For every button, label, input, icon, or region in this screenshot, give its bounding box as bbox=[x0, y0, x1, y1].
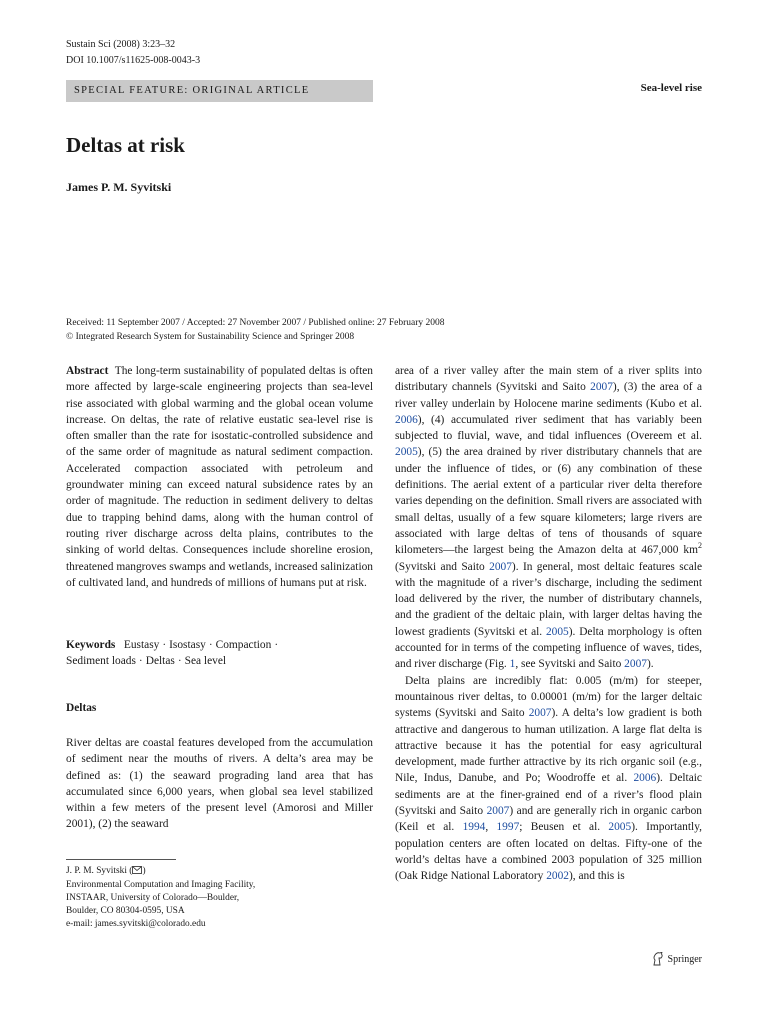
figure-link[interactable]: 1 bbox=[509, 658, 516, 671]
article-type-banner: SPECIAL FEATURE: ORIGINAL ARTICLE bbox=[66, 80, 373, 102]
footnote-affiliation: Environmental Computation and Imaging Facility, bbox=[66, 880, 256, 890]
citation-link[interactable]: 2005 bbox=[608, 821, 632, 834]
footnote-email[interactable]: e-mail: james.syvitski@colorado.edu bbox=[66, 919, 206, 929]
journal-citation: Sustain Sci (2008) 3:23–32 bbox=[66, 39, 176, 50]
keywords-label: Keywords bbox=[66, 639, 116, 651]
citation-link[interactable]: 2007 bbox=[489, 560, 512, 573]
keyword: Sea level bbox=[184, 655, 227, 668]
topic-label: Sea-level rise bbox=[640, 82, 702, 94]
author-footnote bbox=[66, 865, 373, 931]
publisher-name: Springer bbox=[667, 953, 702, 965]
citation-link[interactable]: 2005 bbox=[395, 446, 418, 459]
citation-link[interactable]: 2007 bbox=[624, 658, 647, 671]
citation-link[interactable]: 1994 bbox=[462, 821, 486, 834]
publisher-logo bbox=[652, 952, 702, 966]
body-paragraph: area of a river valley after the main stem of a river splits into distributary channels (Syvitski and Saito 2007), (3) the area of a river valley underlain by Holocene marine sediments (Kubo et al. 2006), (4) accumulated river sediment that has variably been subjected to fluvial, wave, and tidal influences (Overeem et al. 2005), (5) the area drained by river distributary channels that are under the influence of tides, or (6) any combination of these definitions. The aerial extent of a particular river delta therefore varies depending on the definition. Small rivers are associated with small deltas, usually of a few square kilometers; large rivers are associated with large deltas of tens of thousands of square kilometers—the largest being the Amazon delta at 467,000 $km^2$ (Syvitski and Saito 2007). In general, most deltaic features scale with the magnitude of a river’s discharge, including the sediment load delivered by the river, the number of distributary channels, and the gradient of the deltaic plain, with larger deltas having the lowest gradients (Syvitski et al. 2005). Delta morphology is often accounted for in terms of the competing influence of waves, tides, and river discharge (Fig. 1, see Syvitski and Saito 2007). bbox=[395, 365, 702, 671]
body-paragraph: Delta plains are incredibly flat: 0.005 (m/m) for steeper, mountainous river deltas, to 0.00001 (m/m) for the larger deltaic systems (Syvitski and Saito 2007). A delta’s low gradient is both attractive and dangerous to human utilization. A large flat delta is attractive because it has the potential for easy agricultural development, made further attractive by its rich organic soil (e.g., Nile, Indus, Danube, and Po; Woodroffe et al. 2006). Deltaic sediments are at the finer-grained end of a river’s flood plain (Syvitski and Saito 2007) and are generally rich in organic carbon (Keil et al. 1994, 1997; Beusen et al. 2005). Importantly, population centers are often located on deltas. Fifty-one of the world’s deltas have a combined 2003 population of 325 million (Oak Ridge National Laboratory 2002), and this is bbox=[395, 674, 703, 883]
publication-dates bbox=[66, 316, 706, 344]
body-left-paragraph: River deltas are coastal features developed from the accumulation of sediment near the mouths of rivers. A delta’s area may be defined as: (1) the seaward prograding land area that has accumulated since 6,000 years, when global sea level stabilized within a few meters of the present level (Amorosi and Miller 2001), (2) the seaward bbox=[66, 737, 373, 831]
keyword: Isostasy bbox=[169, 639, 206, 651]
author-name: James P. M. Syvitski bbox=[66, 180, 172, 194]
citation-link[interactable]: 2006 bbox=[395, 413, 418, 426]
abstract-text: The long-term sustainability of populated deltas is often more affected by large-scale engineering projects than sea-level rise associated with global warming and the global ocean volume increase. On deltas, the rate of relative eustatic sea-level rise is often smaller than the rate for isostatic-controlled subsidence and of the same order of magnitude as natural sediment compaction. Accelerated compaction associated with petroleum and groundwater mining can exceed natural subsidence rates by an order of magnitude. The reduction in sediment delivery to deltas due to trapping behind dams, along with the human control of routing river discharge across delta plains, contributes to the sinking of world deltas. Consequences include shoreline erosion, threatened mangroves swamps and wetlands, increased salinization of cultivated land, and hundreds of millions of humans put at risk. bbox=[66, 365, 373, 589]
section-heading: Deltas bbox=[66, 702, 97, 714]
footnote-address: Boulder, CO 80304-0595, USA bbox=[66, 906, 185, 916]
springer-horse-icon bbox=[652, 952, 664, 966]
envelope-icon bbox=[132, 866, 142, 879]
body-right-column bbox=[395, 363, 702, 885]
footnote-institution: INSTAAR, University of Colorado—Boulder, bbox=[66, 893, 240, 903]
citation-link[interactable]: 2007 bbox=[528, 707, 552, 720]
journal-header bbox=[66, 37, 200, 69]
doi: DOI 10.1007/s11625-008-0043-3 bbox=[66, 55, 201, 66]
footnote-author-line: J. P. M. Syvitski ( ) bbox=[66, 865, 373, 879]
keyword: Compaction bbox=[215, 639, 272, 651]
citation-link[interactable]: 2006 bbox=[633, 772, 657, 785]
keyword: Deltas bbox=[145, 655, 175, 668]
citation-link[interactable]: 2005 bbox=[545, 625, 569, 638]
citation-link[interactable]: 1997 bbox=[496, 821, 520, 834]
citation-link[interactable]: 2007 bbox=[486, 805, 510, 818]
abstract-label: Abstract bbox=[66, 365, 109, 377]
history-dates: Received: 11 September 2007 / Accepted: 27 November 2007 / Published online: 27 February 2008 bbox=[66, 318, 445, 328]
article-title: Deltas at risk bbox=[66, 133, 185, 157]
citation-link[interactable]: 2002 bbox=[546, 870, 569, 883]
copyright: © Integrated Research System for Sustainability Science and Springer 2008 bbox=[66, 332, 355, 342]
keyword: Eustasy bbox=[123, 639, 160, 651]
citation-link[interactable]: 2007 bbox=[590, 381, 613, 394]
abstract-block bbox=[66, 363, 373, 591]
footnote-rule bbox=[66, 859, 176, 860]
keywords-block: Keywords Eustasy · Isostasy · Compaction · Sediment loads · Deltas · Sea level bbox=[66, 639, 279, 668]
keyword: Sediment loads bbox=[66, 655, 136, 668]
